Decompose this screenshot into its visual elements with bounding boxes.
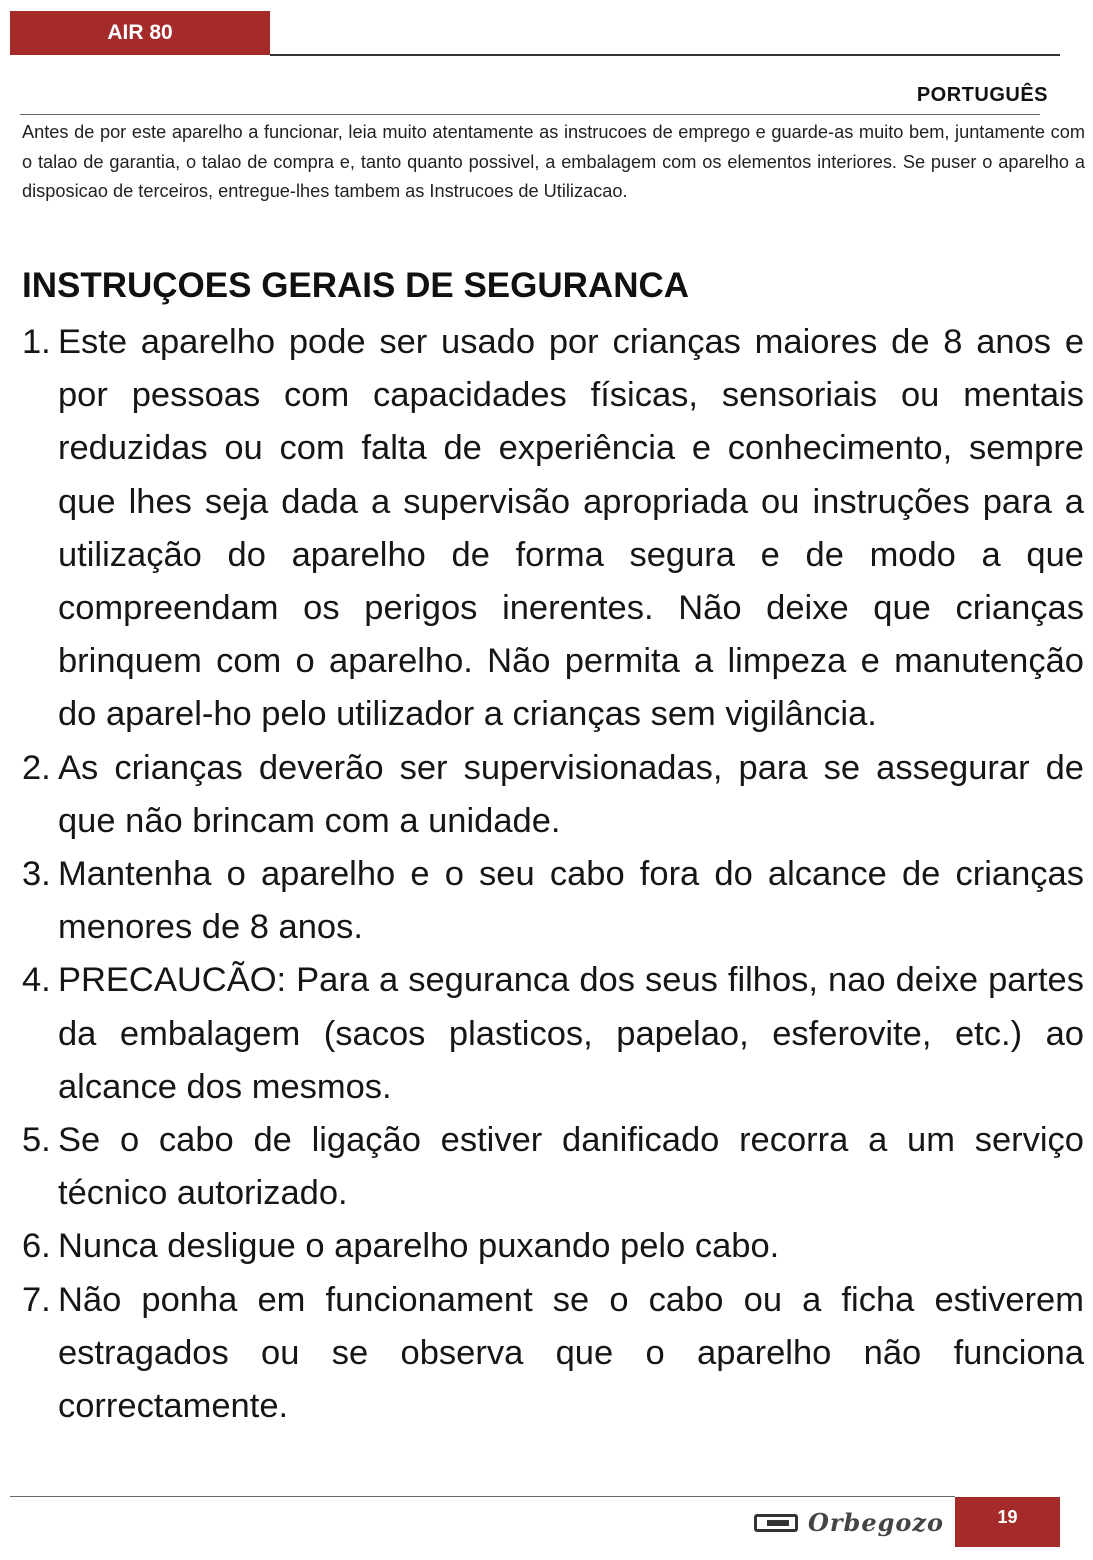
footer-rule (10, 1496, 955, 1497)
language-rule (20, 114, 1040, 115)
model-name: AIR 80 (107, 21, 173, 44)
item-number: 5. (22, 1121, 51, 1160)
item-number: 6. (22, 1227, 51, 1266)
item-number: 4. (22, 961, 51, 1000)
header-rule (270, 54, 1060, 56)
list-item (22, 316, 1084, 742)
safety-list (22, 316, 1084, 1433)
list-item (22, 1114, 1084, 1220)
brand-name: Orbegozo (808, 1508, 945, 1537)
language-label: PORTUGUÊS (916, 84, 1048, 106)
list-item (22, 954, 1084, 1114)
model-tab (10, 11, 270, 55)
item-text: Não ponha em funcionament se o cabo ou a ficha estiverem estragados ou se observa que o aparelho não funciona correctamente. (58, 1280, 1084, 1426)
list-item (22, 1274, 1084, 1434)
orbegozo-logo-icon (754, 1514, 798, 1532)
item-text: Nunca desligue o aparelho puxando pelo cabo. (58, 1227, 780, 1266)
item-number: 2. (22, 748, 51, 787)
list-item (22, 742, 1084, 848)
item-text: Se o cabo de ligação estiver danificado recorra a um serviço técnico autorizado. (58, 1121, 1084, 1213)
intro-paragraph: Antes de por este aparelho a funcionar, leia muito atentamente as instrucoes de emprego e guarde-as muito bem, juntamente com o talao de garantia, o talao de compra e, tanto quanto possivel, a embalagem com os elementos interiores. Se puser o aparelho a disposicao de terceiros, entregue-lhes tambem as Instrucoes de Utilizacao. (22, 122, 1085, 201)
item-text: Mantenha o aparelho e o seu cabo fora do alcance de crianças menores de 8 anos. (58, 855, 1084, 947)
item-number: 1. (22, 323, 51, 361)
item-text: As crianças deverão ser supervisionadas, para se assegurar de que não brincam com a unidade. (58, 748, 1084, 840)
section-title: INSTRUÇOES GERAIS DE SEGURANCA (22, 266, 690, 305)
list-item (22, 848, 1084, 954)
page-number: 19 (997, 1507, 1018, 1527)
brand-logo (754, 1508, 944, 1537)
item-number: 3. (22, 855, 51, 894)
page-number-box (955, 1497, 1060, 1547)
item-text: Este aparelho pode ser usado por crianças maiores de 8 anos e por pessoas com capacidades físicas, sensoriais ou mentais reduzidas ou com falta de experiência e conhecimento, sempre que lhes seja dada a supervisão apropriada ou instruções para a utilização do aparelho de forma segura e de modo a que compreendam os perigos inerentes. Não deixe que crianças brinquem com o aparelho. Não permita a limpeza e manutenção do aparel-ho pelo utilizador a crianças sem vigilância. (58, 323, 1084, 734)
item-text: PRECAUCÃO: Para a seguranca dos seus filhos, nao deixe partes da embalagem (sacos plasticos, papelao, esferovite, etc.) ao alcance dos mesmos. (58, 961, 1084, 1106)
item-number: 7. (22, 1280, 51, 1319)
list-item (22, 1220, 1084, 1273)
